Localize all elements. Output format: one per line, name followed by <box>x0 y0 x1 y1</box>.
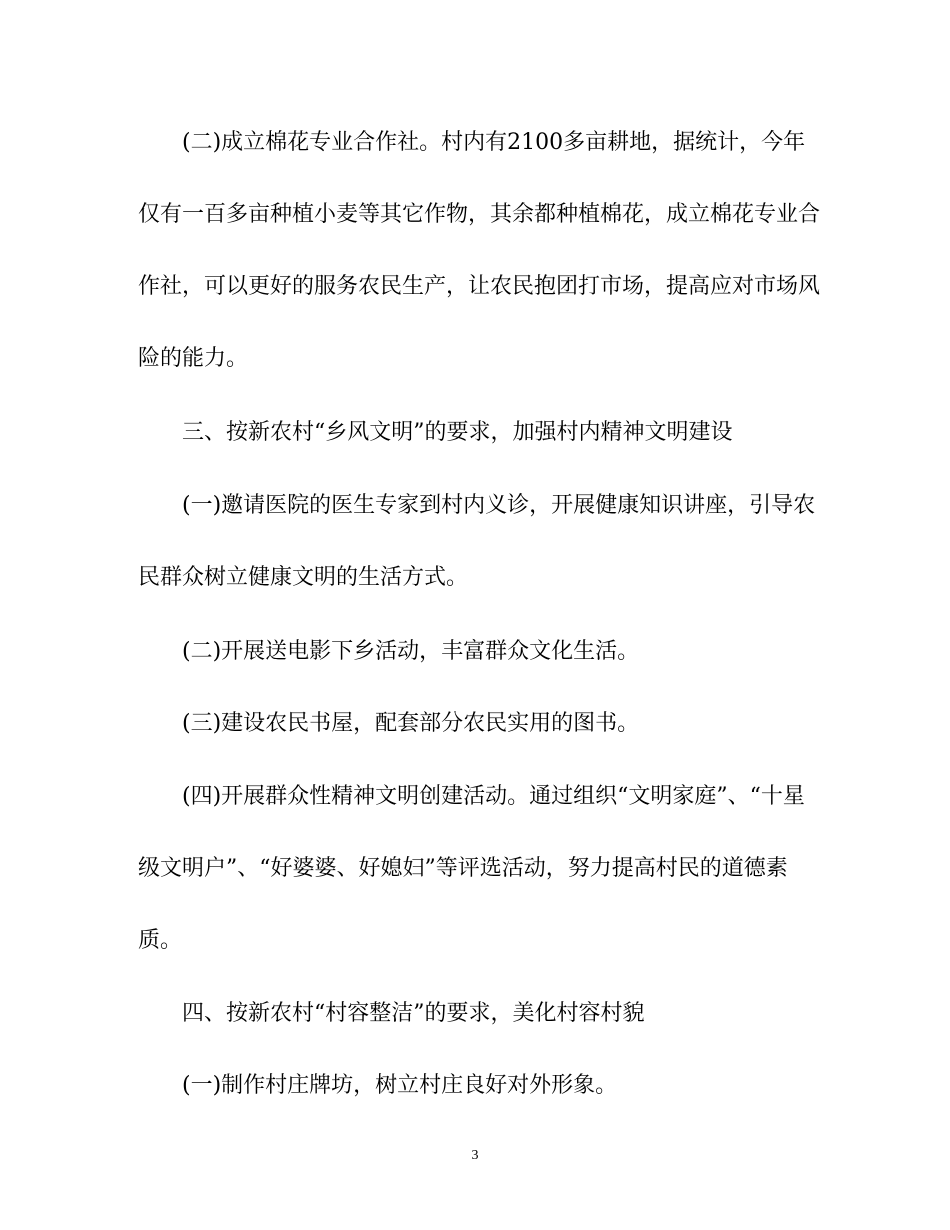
paragraph-civility-activities <box>138 761 818 977</box>
heading-line: 三、按新农村“乡风文明”的要求，加强村内精神文明建设 <box>182 420 733 445</box>
section-heading-village-tidy <box>138 978 818 1050</box>
paragraph-movies <box>138 616 818 688</box>
text-line: 质。 <box>138 928 183 953</box>
text-line: 民群众树立健康文明的生活方式。 <box>138 565 469 590</box>
heading-line: 四、按新农村“村容整洁”的要求，美化村容村貌 <box>182 1001 645 1026</box>
paragraph-archway <box>138 1050 818 1122</box>
text-line: (二)成立棉花专业合作社。村内有2100多亩耕地，据统计，今年 <box>182 130 806 155</box>
text-line: 险的能力。 <box>138 346 249 371</box>
text-line: 仅有一百多亩种植小麦等其它作物，其余都种植棉花，成立棉花专业合 <box>138 202 821 227</box>
text-line: (一)邀请医院的医生专家到村内义诊，开展健康知识讲座，引导农 <box>182 493 816 518</box>
paragraph-cotton-cooperative <box>138 107 821 395</box>
page-number: 3 <box>471 1148 479 1163</box>
section-heading-rural-civility <box>138 397 818 469</box>
text-line: 作社，可以更好的服务农民生产，让农民抱团打市场，提高应对市场风 <box>138 274 821 299</box>
text-line: (四)开展群众性精神文明创建活动。通过组织“文明家庭”、“十星 <box>182 784 805 809</box>
text-line: (三)建设农民书屋，配套部分农民实用的图书。 <box>182 711 640 736</box>
text-line: (二)开展送电影下乡活动，丰富群众文化生活。 <box>182 639 640 664</box>
text-line: (一)制作村庄牌坊，树立村庄良好对外形象。 <box>182 1073 618 1098</box>
text-line: 级文明户”、“好婆婆、好媳妇”等评选活动，努力提高村民的道德素 <box>138 856 788 881</box>
paragraph-health-clinic <box>138 470 818 614</box>
paragraph-book-house <box>138 688 818 760</box>
